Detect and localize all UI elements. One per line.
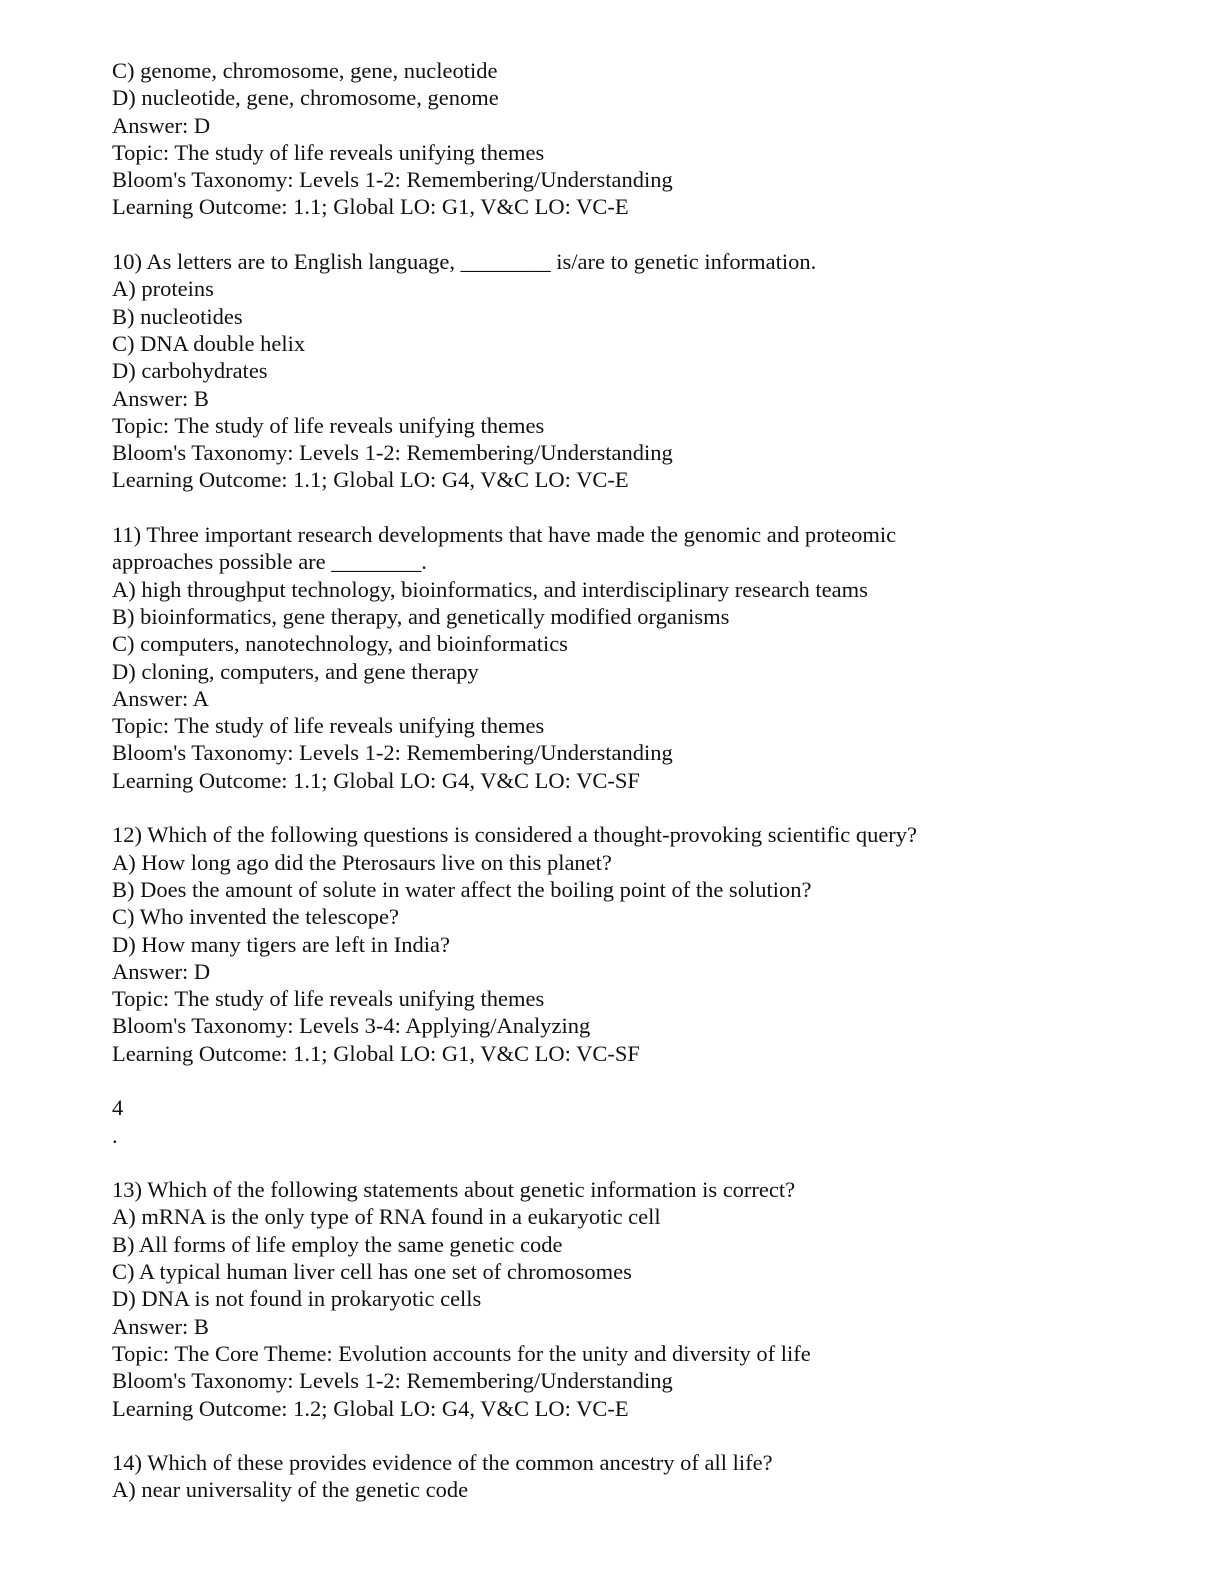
bloom-taxonomy: Bloom's Taxonomy: Levels 1-2: Remembering/Understanding <box>112 440 673 466</box>
learning-outcome: Learning Outcome: 1.1; Global LO: G4, V&C LO: VC-SF <box>112 767 640 793</box>
topic: Topic: The study of life reveals unifying themes <box>112 986 545 1012</box>
answer: Answer: B <box>112 1313 209 1339</box>
question-stem: 10) As letters are to English language, ________ is/are to genetic information. <box>112 249 817 275</box>
topic: Topic: The Core Theme: Evolution accounts for the unity and diversity of life <box>112 1340 811 1366</box>
option-c: C) computers, nanotechnology, and bioinformatics <box>112 631 568 657</box>
learning-outcome: Learning Outcome: 1.1; Global LO: G1, V&C LO: VC-SF <box>112 1040 640 1066</box>
question-14 <box>112 1449 1172 1504</box>
question-stem: 11) Three important research developments that have made the genomic and proteomic <box>112 522 897 548</box>
option-d: D) nucleotide, gene, chromosome, genome <box>112 85 499 111</box>
answer: Answer: D <box>112 958 211 984</box>
answer: Answer: B <box>112 385 209 411</box>
question-11 <box>112 521 1172 794</box>
option-d: D) How many tigers are left in India? <box>112 931 451 957</box>
option-b: B) Does the amount of solute in water affect the boiling point of the solution? <box>112 876 812 902</box>
page-number-dot: . <box>112 1122 118 1148</box>
learning-outcome: Learning Outcome: 1.1; Global LO: G1, V&C LO: VC-E <box>112 194 629 220</box>
topic: Topic: The study of life reveals unifying themes <box>112 139 545 165</box>
question-12 <box>112 821 1172 1067</box>
page-number: 4 <box>112 1095 124 1121</box>
answer: Answer: A <box>112 685 209 711</box>
option-d: D) DNA is not found in prokaryotic cells <box>112 1286 482 1312</box>
option-c: C) A typical human liver cell has one set of chromosomes <box>112 1259 632 1285</box>
question-stem-cont: approaches possible are ________. <box>112 549 427 575</box>
question-stem: 13) Which of the following statements about genetic information is correct? <box>112 1177 796 1203</box>
document-page <box>112 57 1172 1504</box>
option-b: B) bioinformatics, gene therapy, and genetically modified organisms <box>112 603 730 629</box>
bloom-taxonomy: Bloom's Taxonomy: Levels 3-4: Applying/Analyzing <box>112 1013 591 1039</box>
option-c: C) Who invented the telescope? <box>112 904 399 930</box>
bloom-taxonomy: Bloom's Taxonomy: Levels 1-2: Remembering/Understanding <box>112 740 673 766</box>
option-c: C) DNA double helix <box>112 330 306 356</box>
question-13 <box>112 1176 1172 1422</box>
question-stem: 14) Which of these provides evidence of the common ancestry of all life? <box>112 1450 773 1476</box>
question-10 <box>112 248 1172 494</box>
bloom-taxonomy: Bloom's Taxonomy: Levels 1-2: Remembering/Understanding <box>112 1368 673 1394</box>
learning-outcome: Learning Outcome: 1.2; Global LO: G4, V&C LO: VC-E <box>112 1395 629 1421</box>
question-9-continuation <box>112 57 1172 221</box>
bloom-taxonomy: Bloom's Taxonomy: Levels 1-2: Remembering/Understanding <box>112 167 673 193</box>
option-d: D) carbohydrates <box>112 358 268 384</box>
option-b: B) All forms of life employ the same genetic code <box>112 1231 563 1257</box>
option-d: D) cloning, computers, and gene therapy <box>112 658 479 684</box>
option-a: A) near universality of the genetic code <box>112 1477 469 1503</box>
answer: Answer: D <box>112 112 211 138</box>
topic: Topic: The study of life reveals unifying themes <box>112 412 545 438</box>
option-a: A) How long ago did the Pterosaurs live on this planet? <box>112 849 612 875</box>
option-c: C) genome, chromosome, gene, nucleotide <box>112 58 498 83</box>
option-a: A) high throughput technology, bioinformatics, and interdisciplinary research teams <box>112 576 868 602</box>
question-stem: 12) Which of the following questions is considered a thought-provoking scientific query? <box>112 822 918 848</box>
topic: Topic: The study of life reveals unifying themes <box>112 713 545 739</box>
option-a: A) mRNA is the only type of RNA found in a eukaryotic cell <box>112 1204 661 1230</box>
option-b: B) nucleotides <box>112 303 243 329</box>
learning-outcome: Learning Outcome: 1.1; Global LO: G4, V&C LO: VC-E <box>112 467 629 493</box>
option-a: A) proteins <box>112 276 214 302</box>
